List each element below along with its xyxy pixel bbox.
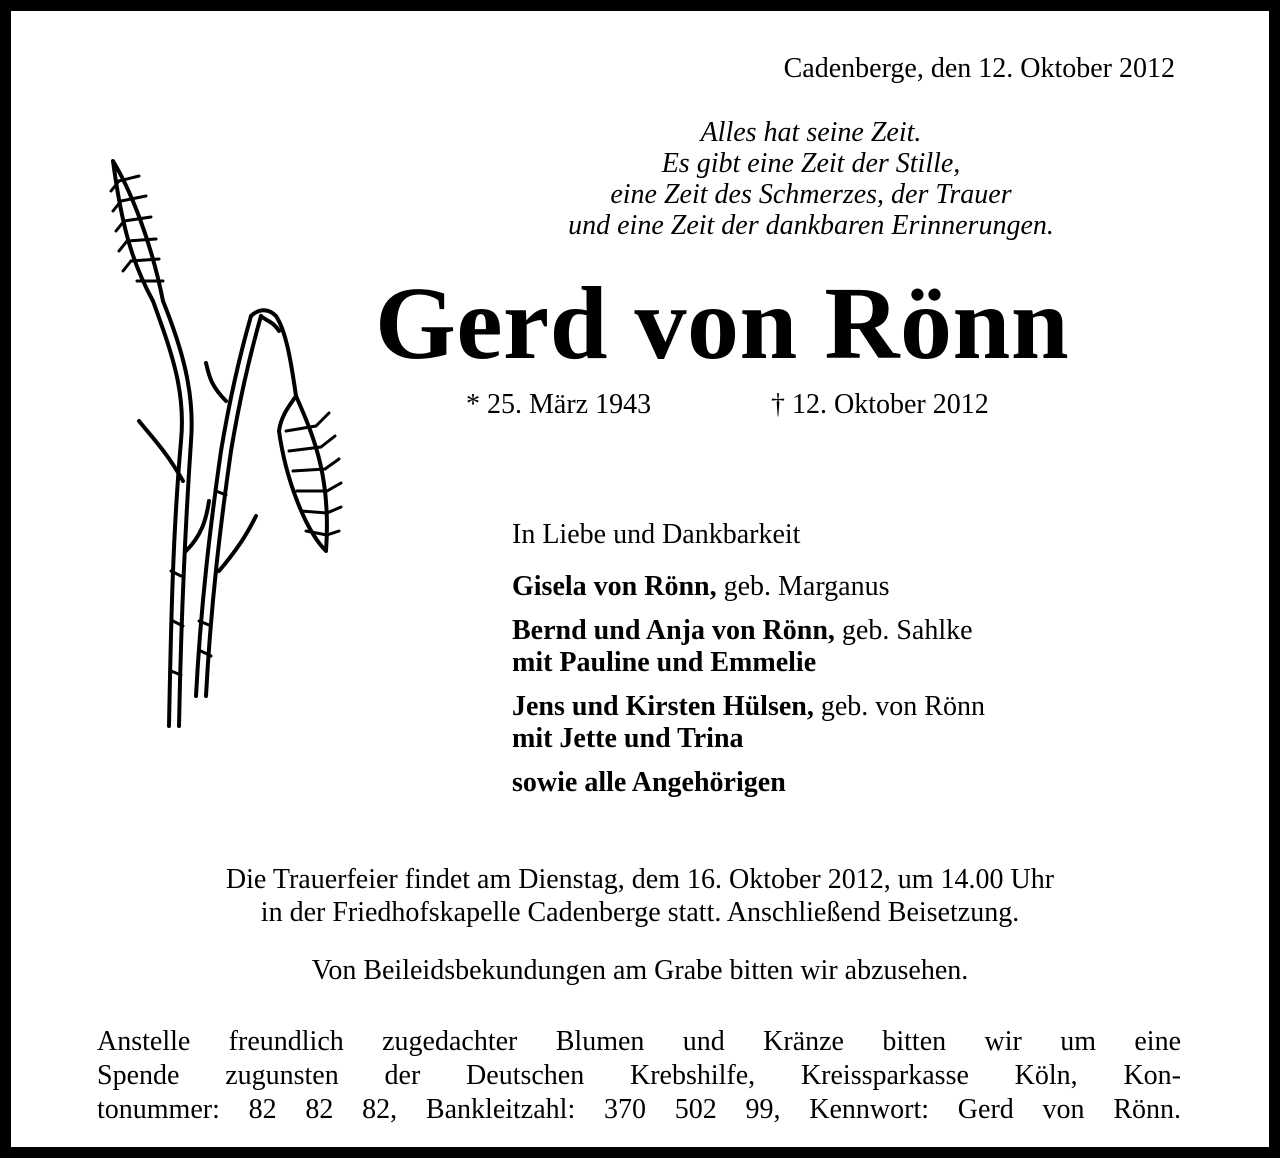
place-date: Cadenberge, den 12. Oktober 2012: [783, 53, 1175, 84]
quote-line: eine Zeit des Schmerzes, der Trauer: [610, 179, 1012, 210]
death-date: † 12. Oktober 2012: [771, 389, 989, 420]
ceremony-info: [11, 863, 1269, 929]
mourner-children: mit Pauline und Emmelie: [512, 647, 817, 678]
mourner-maiden-name: geb. Marganus: [716, 571, 890, 602]
donation-info: [97, 1025, 1181, 1127]
mourner-group: [512, 767, 985, 799]
quote-line: und eine Zeit der dankbaren Erinnerungen.: [568, 210, 1054, 241]
mourner-maiden-name: geb. Sahlke: [834, 615, 973, 646]
birth-date: * 25. März 1943: [466, 389, 652, 420]
mourners-intro: In Liebe und Dankbarkeit: [512, 519, 801, 550]
quote-line: Es gibt eine Zeit der Stille,: [661, 148, 961, 179]
deceased-name: Gerd von Rönn: [375, 266, 1070, 381]
condolence-request: Von Beileidsbekundungen am Grabe bitten wir abzusehen.: [311, 955, 969, 986]
donation-line: Spende zugunsten der Deutschen Krebshilfe, Kreissparkasse Köln, Kon-: [97, 1060, 1181, 1091]
ceremony-line: Die Trauerfeier findet am Dienstag, dem 16. Oktober 2012, um 14.00 Uhr: [225, 864, 1055, 895]
mourner-name: sowie alle Angehörigen: [512, 767, 786, 798]
donation-line: Anstelle freundlich zugedachter Blumen und Kränze bitten wir um eine: [97, 1026, 1181, 1057]
mourner-name: Jens und Kirsten Hülsen,: [512, 691, 814, 722]
quote-line: Alles hat seine Zeit.: [700, 117, 922, 148]
mourner-maiden-name: geb. von Rönn: [813, 691, 985, 722]
mourners-list: [512, 519, 985, 811]
mourner-name: Gisela von Rönn,: [512, 571, 717, 602]
mourner-name: Bernd und Anja von Rönn,: [512, 615, 835, 646]
mourner-group: [512, 615, 985, 679]
wheat-ears-icon: [91, 151, 351, 741]
donation-line: tonummer: 82 82 82, Bankleitzahl: 370 502 99, Kennwort: Gerd von Rönn.: [97, 1094, 1181, 1125]
ceremony-line: in der Friedhofskapelle Cadenberge statt. Anschließend Beisetzung.: [260, 897, 1020, 928]
mourner-group: [512, 691, 985, 755]
mourner-group: [512, 571, 985, 603]
quote: [411, 117, 1211, 241]
mourner-children: mit Jette und Trina: [512, 723, 744, 754]
